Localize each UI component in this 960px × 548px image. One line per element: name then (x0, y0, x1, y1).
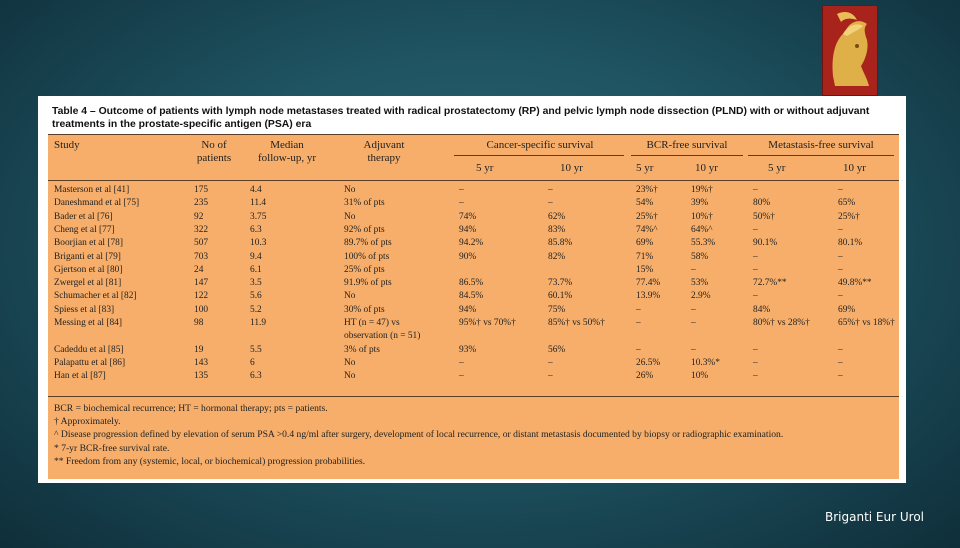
row-study-cell: Schumacher et al [82] (54, 291, 137, 302)
row-fu-cell: 9.4 (250, 251, 262, 262)
row-mfs5-cell: – (753, 264, 758, 275)
row-n-cell: 98 (194, 318, 204, 328)
row-mfs5-cell: 80% (753, 198, 771, 209)
header-mfs-rule (748, 155, 894, 156)
row-bcr5-cell: 77.4% (636, 278, 661, 289)
row-bcr10-cell: – (691, 318, 696, 328)
header-bcr-5yr: 5 yr (636, 162, 654, 174)
row-css10-cell: 60.1% (548, 291, 573, 302)
header-median-fu-line: Median (270, 139, 304, 151)
header-study: Study (54, 139, 80, 151)
row-css5-cell: – (459, 185, 464, 195)
row-study-cell: Cadeddu et al [85] (54, 344, 124, 355)
table-row (48, 370, 899, 383)
row-bcr10-cell: 19%† (691, 185, 713, 195)
header-no-patients-line: No of (201, 139, 227, 151)
row-study-cell: Messing et al [84] (54, 318, 122, 328)
row-css5-cell: 94% (459, 304, 477, 315)
row-mfs10-cell: 69% (838, 304, 856, 315)
table-row (48, 290, 899, 303)
row-css10-cell: – (548, 371, 553, 382)
footnote: * 7-yr BCR-free survival rate. (54, 442, 170, 454)
row-mfs5-cell: – (753, 344, 758, 355)
footnote: ^ Disease progression defined by elevation of serum PSA >0.4 ng/ml after surgery, development of local recurrence, or distant metastasis documented by biopsy or radiographic examination. (54, 429, 784, 441)
row-mfs10-cell: – (838, 185, 843, 195)
row-adjuvant-cell: 31% of pts (344, 198, 385, 209)
row-mfs5-cell: 80%† vs 28%† (753, 318, 810, 328)
row-study-cell: Bader et al [76] (54, 211, 113, 222)
row-bcr5-cell: 13.9% (636, 291, 661, 302)
header-bcr-10yr: 10 yr (695, 162, 718, 174)
row-adjuvant-cell: No (344, 357, 356, 368)
row-css5-cell: 90% (459, 251, 477, 262)
row-fu-cell: 6 (250, 357, 255, 368)
row-bcr10-cell: 39% (691, 198, 709, 209)
row-mfs10-cell: – (838, 264, 843, 275)
row-study-cell: Gjertson et al [80] (54, 264, 123, 275)
row-study-cell: Boorjian et al [78] (54, 238, 123, 249)
row-n-cell: 322 (194, 224, 209, 235)
table-row (48, 304, 899, 317)
row-mfs5-cell: – (753, 251, 758, 262)
row-bcr10-cell: 53% (691, 278, 709, 289)
header-css: Cancer-specific survival (486, 139, 594, 151)
row-css10-cell: 82% (548, 251, 566, 262)
row-fu-cell: 11.9 (250, 318, 267, 328)
row-mfs10-cell: – (838, 357, 843, 368)
row-bcr5-cell: 69% (636, 238, 654, 249)
row-css5-cell: 84.5% (459, 291, 484, 302)
row-mfs5-cell: 90.1% (753, 238, 778, 249)
table-row (48, 184, 899, 197)
row-mfs10-cell: – (838, 291, 843, 302)
table-title (52, 105, 898, 131)
header-css-5yr: 5 yr (476, 162, 494, 174)
row-adjuvant-cell: No (344, 371, 356, 382)
row-css10-cell: – (548, 198, 553, 209)
source-credit: Briganti Eur Urol (825, 510, 924, 524)
row-mfs10-cell: – (838, 371, 843, 382)
row-bcr5-cell: 26.5% (636, 357, 661, 368)
row-fu-cell: 6.3 (250, 224, 262, 235)
row-mfs5-cell: – (753, 291, 758, 302)
table-row (48, 344, 899, 357)
row-n-cell: 507 (194, 238, 209, 249)
footnote: ** Freedom from any (systemic, local, or biochemical) progression probabilities. (54, 455, 366, 467)
row-bcr10-cell: 10.3%* (691, 357, 720, 368)
row-css5-cell: 86.5% (459, 278, 484, 289)
table-row (48, 317, 899, 330)
row-fu-cell: 6.3 (250, 371, 262, 382)
row-bcr5-cell: 15% (636, 264, 654, 275)
header-css-10yr: 10 yr (560, 162, 583, 174)
table-row (48, 211, 899, 224)
table-panel (38, 96, 906, 483)
row-study-cell: Briganti et al [79] (54, 251, 121, 262)
row-adjuvant-cell: observation (n = 51) (344, 331, 421, 342)
row-bcr5-cell: 26% (636, 371, 654, 382)
row-mfs10-cell: 65% (838, 198, 856, 209)
row-css10-cell: 75% (548, 304, 566, 315)
row-fu-cell: 5.2 (250, 304, 262, 315)
row-adjuvant-cell: No (344, 211, 356, 222)
row-css5-cell: 94.2% (459, 238, 484, 249)
row-n-cell: 122 (194, 291, 209, 302)
header-bcr-rule (631, 155, 743, 156)
row-n-cell: 92 (194, 211, 204, 222)
footnote: BCR = biochemical recurrence; HT = hormonal therapy; pts = patients. (54, 403, 328, 414)
table-row (48, 330, 899, 343)
helmeted-warrior-emblem-icon (823, 6, 877, 95)
row-css10-cell: 85%† vs 50%† (548, 318, 605, 328)
row-fu-cell: 11.4 (250, 198, 267, 209)
header-adjuvant-line: Adjuvant (363, 139, 405, 151)
row-n-cell: 235 (194, 198, 209, 209)
row-n-cell: 143 (194, 357, 209, 368)
row-bcr10-cell: 58% (691, 251, 709, 262)
row-bcr10-cell: 10%† (691, 211, 713, 222)
row-css10-cell: 56% (548, 344, 566, 355)
row-fu-cell: 3.75 (250, 211, 267, 222)
row-fu-cell: 5.5 (250, 344, 262, 355)
header-bottom-rule (48, 180, 899, 181)
row-study-cell: Daneshmand et al [75] (54, 198, 140, 209)
header-no-patients-line: patients (196, 152, 232, 164)
header-median-fu-line: follow-up, yr (257, 152, 317, 164)
row-mfs10-cell: 80.1% (838, 238, 863, 249)
table-row (48, 197, 899, 210)
row-bcr10-cell: – (691, 344, 696, 355)
row-bcr5-cell: 23%† (636, 185, 658, 195)
footnote: † Approximately. (54, 416, 121, 428)
row-adjuvant-cell: 25% of pts (344, 264, 385, 275)
row-bcr10-cell: 10% (691, 371, 709, 382)
row-mfs5-cell: 72.7%** (753, 278, 787, 289)
row-fu-cell: 3.5 (250, 278, 262, 289)
row-bcr5-cell: 74%^ (636, 224, 658, 235)
row-study-cell: Palapattu et al [86] (54, 357, 126, 368)
row-study-cell: Spiess et al [83] (54, 304, 115, 315)
row-n-cell: 19 (194, 344, 204, 355)
row-adjuvant-cell: 91.9% of pts (344, 278, 392, 289)
row-adjuvant-cell: 3% of pts (344, 344, 380, 355)
row-n-cell: 135 (194, 371, 209, 382)
row-mfs10-cell: – (838, 224, 843, 235)
header-mfs-5yr: 5 yr (768, 162, 786, 174)
row-mfs10-cell: 25%† (838, 211, 860, 222)
row-mfs10-cell: 49.8%** (838, 278, 872, 289)
header-bcr: BCR-free survival (646, 139, 728, 151)
row-bcr5-cell: 25%† (636, 211, 658, 222)
row-bcr5-cell: – (636, 344, 641, 355)
row-css5-cell: 95%† vs 70%† (459, 318, 516, 328)
row-mfs10-cell: 65%† vs 18%† (838, 318, 895, 328)
table-footnotes (54, 402, 894, 468)
row-adjuvant-cell: 89.7% of pts (344, 238, 392, 249)
row-mfs10-cell: – (838, 251, 843, 262)
row-bcr5-cell: – (636, 318, 641, 328)
row-css10-cell: 83% (548, 224, 566, 235)
row-adjuvant-cell: 30% of pts (344, 304, 385, 315)
logo-emblem (822, 5, 878, 96)
outcome-table (48, 134, 899, 479)
row-fu-cell: 6.1 (250, 264, 262, 275)
table-title-line: treatments in the prostate-specific antigen (PSA) era (52, 119, 312, 130)
row-study-cell: Han et al [87] (54, 371, 106, 382)
header-mfs: Metastasis-free survival (768, 139, 874, 151)
table-row (48, 357, 899, 370)
row-study-cell: Zwergel et al [81] (54, 278, 122, 289)
row-n-cell: 147 (194, 278, 209, 289)
row-bcr5-cell: 71% (636, 251, 654, 262)
row-mfs5-cell: 84% (753, 304, 771, 315)
row-bcr10-cell: 64%^ (691, 224, 713, 235)
table-row (48, 264, 899, 277)
row-bcr10-cell: 2.9% (691, 291, 711, 302)
table-row (48, 237, 899, 250)
row-n-cell: 175 (194, 185, 209, 195)
header-mfs-10yr: 10 yr (843, 162, 866, 174)
row-css10-cell: – (548, 357, 553, 368)
header-css-rule (454, 155, 624, 156)
row-css5-cell: – (459, 371, 464, 382)
header-adjuvant (344, 139, 424, 165)
row-fu-cell: 10.3 (250, 238, 267, 249)
row-css10-cell: – (548, 185, 553, 195)
row-fu-cell: 4.4 (250, 185, 262, 195)
table-body-bottom-rule (48, 396, 899, 397)
header-no-patients (184, 139, 244, 165)
row-css5-cell: 94% (459, 224, 477, 235)
row-adjuvant-cell: HT (n = 47) vs (344, 318, 400, 328)
table-row (48, 277, 899, 290)
row-mfs5-cell: 50%† (753, 211, 775, 222)
row-css10-cell: 85.8% (548, 238, 573, 249)
table-row (48, 224, 899, 237)
row-study-cell: Cheng et al [77] (54, 224, 115, 235)
row-css5-cell: 74% (459, 211, 477, 222)
row-study-cell: Masterson et al [41] (54, 185, 130, 195)
row-n-cell: 100 (194, 304, 209, 315)
row-n-cell: 703 (194, 251, 209, 262)
row-bcr5-cell: – (636, 304, 641, 315)
row-mfs5-cell: – (753, 224, 758, 235)
row-fu-cell: 5.6 (250, 291, 262, 302)
row-adjuvant-cell: No (344, 291, 356, 302)
row-adjuvant-cell: No (344, 185, 356, 195)
row-bcr10-cell: – (691, 304, 696, 315)
row-mfs5-cell: – (753, 357, 758, 368)
table-row (48, 251, 899, 264)
table-title-line: Table 4 – Outcome of patients with lymph node metastases treated with radical prostatectomy (RP) and pelvic lymph node dissection (PLND) with or without adjuvant (52, 106, 870, 117)
row-css10-cell: 62% (548, 211, 566, 222)
row-css10-cell: 73.7% (548, 278, 573, 289)
row-n-cell: 24 (194, 264, 204, 275)
row-css5-cell: 93% (459, 344, 477, 355)
row-bcr10-cell: 55.3% (691, 238, 716, 249)
table-header (48, 134, 899, 180)
row-adjuvant-cell: 100% of pts (344, 251, 390, 262)
header-median-fu (244, 139, 330, 165)
row-bcr10-cell: – (691, 264, 696, 275)
row-mfs5-cell: – (753, 185, 758, 195)
row-css5-cell: – (459, 357, 464, 368)
row-adjuvant-cell: 92% of pts (344, 224, 385, 235)
row-css5-cell: – (459, 198, 464, 209)
row-bcr5-cell: 54% (636, 198, 654, 209)
row-mfs10-cell: – (838, 344, 843, 355)
header-adjuvant-line: therapy (367, 152, 401, 164)
row-mfs5-cell: – (753, 371, 758, 382)
